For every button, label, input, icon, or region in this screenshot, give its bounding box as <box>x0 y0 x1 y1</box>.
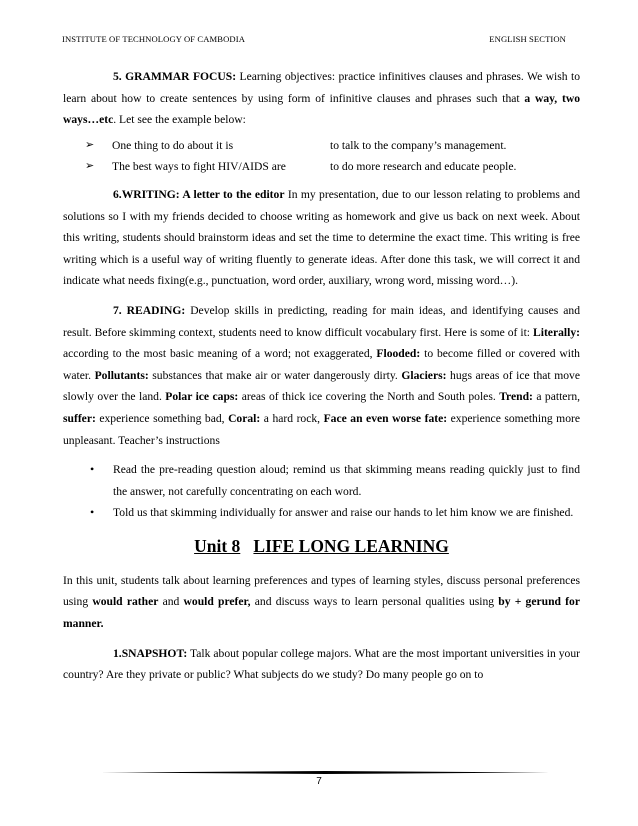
example-item <box>63 156 580 178</box>
unit-name: LIFE LONG LEARNING <box>253 535 449 556</box>
vocab-definition: experience something more unpleasant. Teacher’s instructions <box>63 411 581 447</box>
instruction-item <box>63 502 580 524</box>
reading-heading: 7. READING: <box>113 303 186 317</box>
grammar-paragraph <box>63 66 580 131</box>
grammar-examples <box>63 135 580 178</box>
vocab-definition: experience something bad, <box>95 411 229 425</box>
grammar-heading: 5. GRAMMAR FOCUS: <box>113 70 237 83</box>
snapshot-heading: 1.SNAPSHOT: <box>113 646 188 660</box>
unit-bold-2: would prefer, <box>183 595 251 609</box>
unit-intro-paragraph <box>63 570 580 635</box>
vocab-term: Coral: <box>228 411 261 425</box>
reading-intro: Develop skills in predicting, reading for main ideas, and identifying causes and result. Before skimming context, students need to know difficult vocabulary first. Here is some of it: <box>63 303 580 339</box>
writing-text: In my presentation, due to our lesson relating to problems and solutions so I with my friends decided to choose writing as homework and give us back on next week. About this writing, students should brainstorm ideas and set the time to determine the exact time. This writing is free writing which is a useful way of writing fluently to generate ideas. After done this task, we will correct it and indicate what needs fixing(e.g., punctuation, word order, auxiliary, wrong word, missing word…). <box>63 187 581 288</box>
header-section: ENGLISH SECTION <box>489 34 566 44</box>
vocab-term: suffer: <box>63 411 96 425</box>
grammar-bold-example: a way, two ways…etc <box>63 91 580 127</box>
snapshot-paragraph <box>63 643 580 686</box>
footer-divider <box>100 771 550 774</box>
instruction-text: Told us that skimming individually for answer and raise our hands to let him know we are finished. <box>113 506 574 520</box>
vocab-definition: according to the most basic meaning of a word; not exaggerated, <box>63 347 377 361</box>
unit-title <box>63 534 580 558</box>
writing-paragraph <box>63 184 580 292</box>
unit-intro-1: In this unit, students talk about learning preferences and types of learning styles, discuss personal preferences using <box>63 573 580 609</box>
example-left: One thing to do about it is <box>112 138 234 152</box>
example-right: to do more research and educate people. <box>330 160 517 174</box>
vocab-definition: areas of thick ice covering the North and South poles. <box>238 390 500 404</box>
vocab-definition: hugs areas of ice that move slowly over the land. <box>63 368 580 404</box>
vocab-term: Polar ice caps: <box>165 390 239 404</box>
reading-paragraph <box>63 300 580 451</box>
vocab-term: Literally: <box>532 325 580 339</box>
example-right: to talk to the company’s management. <box>330 138 507 152</box>
vocab-definition: to become filled or covered with water. <box>63 347 580 382</box>
grammar-text-1: Learning objectives: practice infinitives clauses and phrases. We wish to learn about how to create sentences by using form of infinitive clauses and phrases such that <box>63 70 581 105</box>
dot-bullet-icon: • <box>90 505 95 520</box>
page-number: 7 <box>316 776 322 787</box>
page-content <box>63 66 580 686</box>
example-left: The best ways to fight HIV/AIDS are <box>112 160 286 174</box>
dot-bullet-icon: • <box>90 462 95 477</box>
reading-instructions <box>63 459 580 524</box>
arrow-bullet-icon: ➢ <box>85 138 95 151</box>
header-institute: INSTITUTE OF TECHNOLOGY OF CAMBODIA <box>62 34 246 44</box>
unit-bold-3: by + gerund for manner. <box>63 595 580 631</box>
vocab-definition: substances that make air or water dangerously dirty. <box>148 368 402 382</box>
grammar-text-2: . Let see the example below: <box>113 113 246 127</box>
instruction-text: Read the pre-reading question aloud; remind us that skimming means reading quickly just to find the answer, not carefully concentrating on each word. <box>113 463 580 498</box>
unit-intro-2: and <box>158 595 184 609</box>
vocab-definition: a pattern, <box>532 390 581 404</box>
unit-number: Unit 8 <box>194 535 241 556</box>
vocab-term: Face an even worse fate: <box>323 411 448 425</box>
writing-heading: 6.WRITING: A letter to the editor <box>113 187 285 201</box>
vocab-definition: a hard rock, <box>260 411 324 425</box>
snapshot-text: Talk about popular college majors. What are the most important universities in your country? Are they private or public? What subjects do we study? Do many people go on to <box>63 646 580 682</box>
unit-bold-1: would rather <box>92 595 159 609</box>
unit-intro-3: and discuss ways to learn personal qualities using <box>250 595 499 609</box>
vocab-term: Pollutants: <box>94 368 149 382</box>
vocab-term: Flooded: <box>376 347 421 361</box>
vocab-term: Glaciers: <box>401 368 447 382</box>
vocab-term: Trend: <box>499 390 533 404</box>
arrow-bullet-icon: ➢ <box>85 160 95 173</box>
instruction-item <box>63 459 580 502</box>
example-item <box>63 135 580 157</box>
